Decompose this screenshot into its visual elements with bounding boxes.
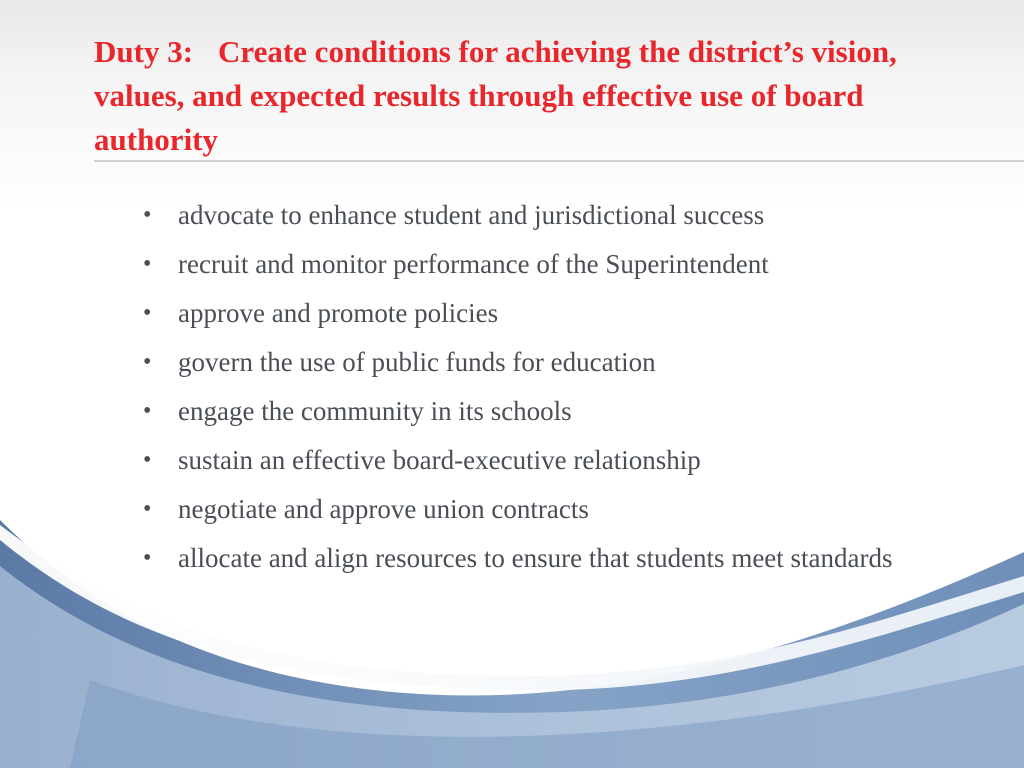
bullet-item — [143, 343, 943, 381]
bullet-text: approve and promote policies — [178, 298, 499, 328]
bullet-text: negotiate and approve union contracts — [178, 494, 589, 524]
bullet-text: sustain an effective board-executive relationship — [178, 445, 701, 475]
bullet-item — [143, 490, 943, 528]
bullet-item — [143, 441, 943, 479]
bullet-marker: • — [143, 398, 152, 424]
bullet-marker: • — [143, 300, 152, 326]
bullet-item — [143, 196, 943, 234]
bullet-item — [143, 294, 943, 332]
bullet-marker: • — [143, 496, 152, 522]
bullet-marker: • — [143, 202, 152, 228]
bullet-text: recruit and monitor performance of the Superintendent — [178, 249, 769, 279]
bullet-marker: • — [143, 251, 152, 277]
title-divider — [94, 160, 1024, 162]
bullet-text: allocate and align resources to ensure that students meet standards — [178, 543, 893, 573]
bullet-text: engage the community in its schools — [178, 396, 572, 426]
bullet-marker: • — [143, 545, 152, 571]
bullet-marker: • — [143, 349, 152, 375]
bullet-marker: • — [143, 447, 152, 473]
bullet-text: advocate to enhance student and jurisdictional success — [178, 200, 765, 230]
bullet-text: govern the use of public funds for education — [178, 347, 656, 377]
bullet-item — [143, 245, 943, 283]
duty-bullet-list — [143, 196, 943, 588]
bullet-item — [143, 539, 943, 577]
bullet-item — [143, 392, 943, 430]
slide-title: Duty 3: Create conditions for achieving the district’s vision, values, and expected results through effective use of board authority — [94, 34, 905, 157]
